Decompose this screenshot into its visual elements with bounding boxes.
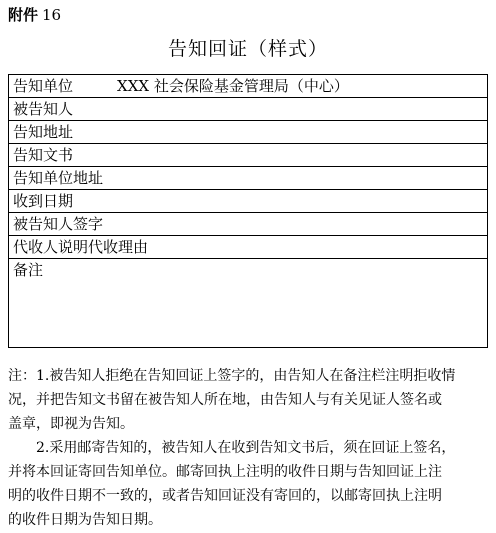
form-row-signature [9, 213, 488, 236]
form-label: 被告知人 [13, 100, 74, 118]
form-cell [9, 213, 488, 236]
form-cell [9, 167, 488, 190]
form-label: 备注 [13, 261, 44, 279]
page-title: 告知回证（样式） [167, 38, 328, 60]
form-row-unit-address [9, 167, 488, 190]
notes [8, 364, 488, 532]
form-label: 被告知人签字 [13, 215, 104, 233]
form-cell [9, 144, 488, 167]
form-value-notifying-unit: XXX 社会保险基金管理局（中心） [117, 77, 349, 95]
note-line: 明的收件日期不一致的，或者告知回证没有寄回的，以邮寄回执上注明 [8, 488, 442, 504]
form-cell [9, 98, 488, 121]
form-cell [9, 259, 488, 348]
form-row-remarks [9, 259, 488, 348]
form-cell [9, 121, 488, 144]
note-line: 2.采用邮寄告知的，被告知人在收到告知文书后，须在回证上签名， [36, 440, 456, 456]
attachment-number: 16 [42, 6, 62, 24]
form-row-notification-address [9, 121, 488, 144]
form-row-received-date [9, 190, 488, 213]
note-line: 况，并把告知文书留在被告知人所在地，由告知人与有关见证人签名或 [8, 392, 442, 408]
form-row-notifying-unit [9, 75, 488, 98]
form-label: 告知单位 [13, 77, 74, 95]
form-label: 告知单位地址 [13, 169, 104, 187]
form-label: 代收人说明代收理由 [13, 238, 149, 256]
note-line: 注：1.被告知人拒绝在告知回证上签字的，由告知人在备注栏注明拒收情 [8, 368, 456, 384]
form-label: 收到日期 [13, 192, 74, 210]
note-line: 盖章，即视为告知。 [8, 416, 134, 432]
form-cell [9, 236, 488, 259]
form-row-notification-document [9, 144, 488, 167]
form-row-notified-person [9, 98, 488, 121]
attachment-label [8, 4, 61, 25]
form-label: 告知文书 [13, 146, 74, 164]
attachment-word: 附件 [8, 6, 39, 24]
notification-receipt-form [8, 74, 488, 348]
note-line: 并将本回证寄回告知单位。邮寄回执上注明的收件日期与告知回证上注 [8, 464, 442, 480]
form-cell [9, 75, 488, 98]
form-cell [9, 190, 488, 213]
form-row-proxy-reason [9, 236, 488, 259]
note-line: 的收件日期为告知日期。 [8, 512, 162, 528]
form-label: 告知地址 [13, 123, 74, 141]
